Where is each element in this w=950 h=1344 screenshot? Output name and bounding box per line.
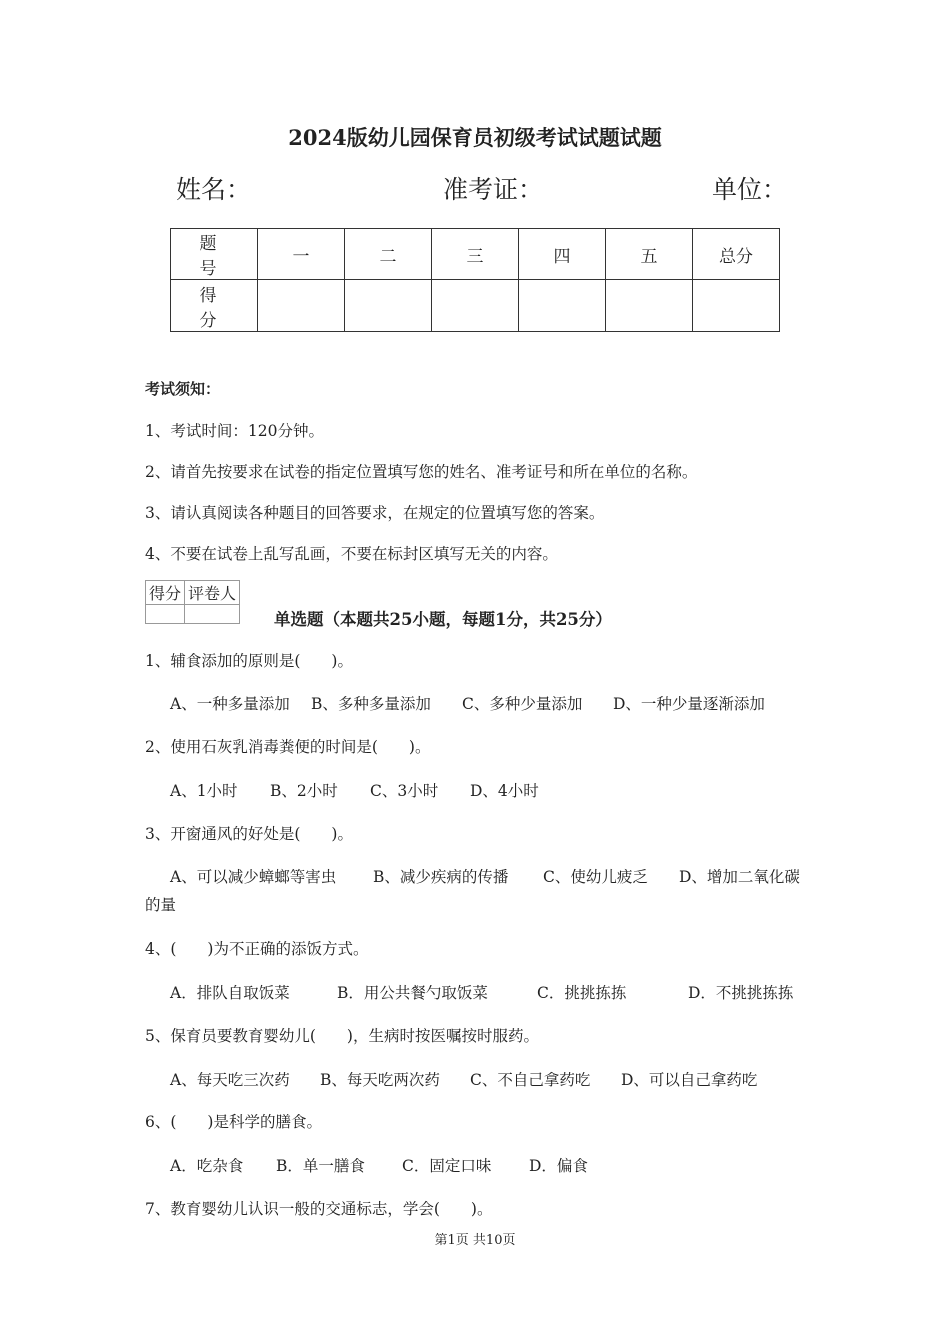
q4-option-b: B．用公共餐勺取饭菜 (337, 984, 488, 1002)
score-table (170, 228, 780, 332)
q6-option-a: A．吃杂食 (170, 1157, 244, 1175)
q2-option-d: D、4小时 (470, 782, 539, 800)
section-title: 单选题（本题共25小题，每题1分，共25分） (274, 610, 612, 629)
question-6: 6、( )是科学的膳食。 (145, 1113, 322, 1131)
score-cell[interactable] (345, 280, 432, 332)
notice-item: 3、请认真阅读各种题目的回答要求，在规定的位置填写您的答案。 (145, 504, 605, 522)
q1-option-d: D、一种少量逐渐添加 (613, 695, 765, 713)
q6-option-c: C．固定口味 (402, 1157, 492, 1175)
score-cell[interactable] (519, 280, 606, 332)
q3-option-d-wrap: 的量 (145, 896, 177, 914)
q6-option-d: D．偏食 (529, 1157, 588, 1175)
score-cell[interactable] (606, 280, 693, 332)
score-header-total: 总分 (693, 229, 780, 280)
score-header-1: 一 (258, 229, 345, 280)
grader-reviewer-label: 评卷人 (185, 581, 240, 605)
q6-option-b: B．单一膳食 (276, 1157, 365, 1175)
notice-heading: 考试须知： (145, 380, 221, 398)
q4-option-a: A．排队自取饭菜 (170, 984, 290, 1002)
question-3: 3、开窗通风的好处是( )。 (145, 825, 353, 843)
name-field-label: 姓名： (176, 175, 252, 204)
score-cell[interactable] (258, 280, 345, 332)
q4-option-c: C．挑挑拣拣 (537, 984, 627, 1002)
q3-option-a: A、可以减少蟑螂等害虫 (170, 868, 337, 886)
q1-option-c: C、多种少量添加 (462, 695, 583, 713)
q5-option-b: B、每天吃两次药 (320, 1071, 440, 1089)
score-cell[interactable] (693, 280, 780, 332)
q5-option-c: C、不自己拿药吃 (470, 1071, 591, 1089)
grader-box (145, 580, 240, 624)
score-row-label: 得 分 (171, 280, 258, 332)
q2-option-b: B、2小时 (270, 782, 338, 800)
q5-option-a: A、每天吃三次药 (170, 1071, 290, 1089)
score-header-2: 二 (345, 229, 432, 280)
q1-option-a: A、一种多量添加 (170, 695, 290, 713)
q2-option-c: C、3小时 (370, 782, 439, 800)
q3-option-c: C、使幼儿疲乏 (543, 868, 648, 886)
score-header-label: 题 号 (171, 229, 258, 280)
score-cell[interactable] (432, 280, 519, 332)
grader-score-cell[interactable] (146, 605, 185, 624)
grader-reviewer-cell[interactable] (185, 605, 240, 624)
page-title: 2024版幼儿园保育员初级考试试题试题 (288, 125, 662, 150)
grader-score-label: 得分 (146, 581, 185, 605)
q3-option-b: B、减少疾病的传播 (373, 868, 509, 886)
q4-option-d: D．不挑挑拣拣 (688, 984, 794, 1002)
q3-option-d: D、增加二氧化碳 (679, 868, 800, 886)
score-header-3: 三 (432, 229, 519, 280)
question-5: 5、保育员要教育婴幼儿( )，生病时按医嘱按时服药。 (145, 1027, 539, 1045)
question-1: 1、辅食添加的原则是( )。 (145, 652, 353, 670)
notice-item: 2、请首先按要求在试卷的指定位置填写您的姓名、准考证号和所在单位的名称。 (145, 463, 698, 481)
question-7: 7、教育婴幼儿认识一般的交通标志，学会( )。 (145, 1200, 493, 1218)
question-2: 2、使用石灰乳消毒粪便的时间是( )。 (145, 738, 431, 756)
score-header-4: 四 (519, 229, 606, 280)
notice-item: 4、不要在试卷上乱写乱画，不要在标封区填写无关的内容。 (145, 545, 558, 563)
question-4: 4、( )为不正确的添饭方式。 (145, 940, 369, 958)
notice-item: 1、考试时间：120分钟。 (145, 422, 324, 440)
q1-option-b: B、多种多量添加 (311, 695, 431, 713)
q5-option-d: D、可以自己拿药吃 (621, 1071, 758, 1089)
page-footer: 第1页 共10页 (434, 1233, 516, 1248)
q2-option-a: A、1小时 (170, 782, 238, 800)
score-header-5: 五 (606, 229, 693, 280)
exam-id-field-label: 准考证： (443, 175, 544, 204)
unit-field-label: 单位： (712, 175, 788, 204)
